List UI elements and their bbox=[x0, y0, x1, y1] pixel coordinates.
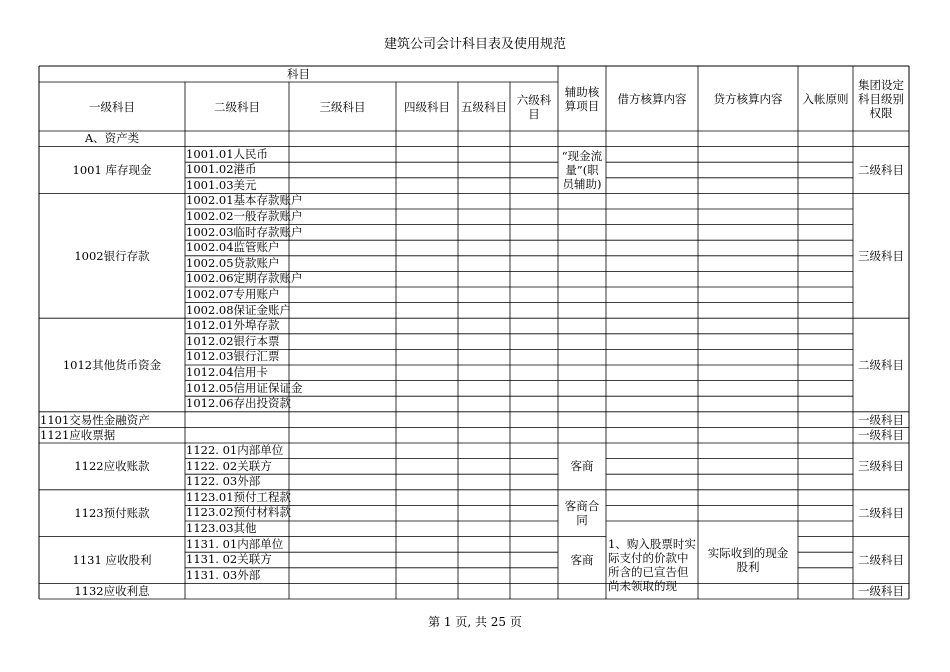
header-credit: 贷方核算内容 bbox=[713, 91, 783, 106]
sub-account: 1001.03美元 bbox=[186, 177, 257, 192]
sub-account: 1131. 01内部单位 bbox=[186, 536, 284, 551]
section-label: A、资产类 bbox=[84, 131, 140, 145]
credit-content: 实际收到的现金股利 bbox=[707, 545, 789, 574]
account-name: 1123预付账款 bbox=[74, 506, 150, 521]
sub-account: 1122. 02关联方 bbox=[186, 458, 272, 473]
header-level6: 六级科目 bbox=[516, 92, 552, 121]
sub-account: 1002.03临时存款账户 bbox=[186, 224, 303, 239]
aux-item: “现金流量”(职员辅助) bbox=[561, 148, 603, 191]
header-debit: 借方核算内容 bbox=[617, 91, 687, 106]
header-level4: 四级科目 bbox=[404, 99, 450, 114]
sub-account: 1122. 03外部 bbox=[186, 474, 261, 489]
header-level1: 一级科目 bbox=[89, 99, 135, 114]
permission-level: 一级科目 bbox=[858, 412, 904, 427]
aux-item: 客商合同 bbox=[564, 499, 600, 528]
permission-level: 二级科目 bbox=[858, 357, 904, 372]
header-permission: 集团设定科目级别权限 bbox=[858, 77, 904, 120]
account-name: 1122应收账款 bbox=[74, 459, 150, 474]
sub-account: 1123.01预付工程款 bbox=[186, 489, 292, 504]
account-name: 1012其他货币资金 bbox=[62, 357, 162, 372]
sub-account: 1002.07专用账户 bbox=[186, 287, 280, 301]
page-title: 建筑公司会计科目表及使用规范 bbox=[383, 37, 566, 52]
aux-item: 客商 bbox=[570, 459, 594, 474]
sub-account: 1002.08保证金账户 bbox=[186, 302, 292, 317]
aux-item: 客商 bbox=[570, 552, 594, 567]
sub-account: 1012.04信用卡 bbox=[186, 365, 269, 379]
sub-account: 1002.02一般存款账户 bbox=[186, 209, 303, 223]
page-footer: 第 1 页, 共 25 页 bbox=[428, 615, 522, 629]
account-name: 1121应收票据 bbox=[40, 428, 116, 443]
account-name: 1101交易性金融资产 bbox=[40, 412, 150, 427]
permission-level: 一级科目 bbox=[858, 584, 904, 599]
sub-account: 1001.02港币 bbox=[186, 162, 257, 177]
header-level2: 二级科目 bbox=[214, 99, 260, 114]
sub-account: 1131. 03外部 bbox=[186, 567, 261, 582]
permission-level: 一级科目 bbox=[858, 428, 904, 443]
sub-account: 1122. 01内部单位 bbox=[186, 443, 284, 457]
sub-account: 1001.01人民币 bbox=[186, 146, 269, 161]
sub-account: 1002.01基本存款账户 bbox=[186, 193, 303, 208]
sub-account: 1012.01外埠存款 bbox=[186, 318, 280, 333]
sub-account: 1131. 02关联方 bbox=[186, 552, 272, 567]
header-aux: 辅助核算项目 bbox=[564, 84, 600, 113]
sub-account: 1123.03其他 bbox=[186, 521, 257, 535]
header-level3: 三级科目 bbox=[319, 99, 366, 114]
sub-account: 1012.02银行本票 bbox=[186, 333, 280, 348]
sub-account: 1123.02预付材料款 bbox=[186, 505, 292, 520]
sub-account: 1002.06定期存款账户 bbox=[186, 271, 303, 286]
account-name: 1132应收利息 bbox=[74, 584, 150, 599]
header-group-label: 科目 bbox=[287, 67, 310, 81]
account-table bbox=[39, 66, 909, 608]
account-name: 1001 库存现金 bbox=[72, 162, 152, 177]
debit-content: 1、购入股票时实际支付的价款中所含的已宣告但尚未领取的现 bbox=[608, 536, 696, 593]
permission-level: 二级科目 bbox=[858, 552, 904, 567]
sub-account: 1002.04监管账户 bbox=[186, 240, 280, 255]
account-name: 1131 应收股利 bbox=[72, 552, 152, 567]
permission-level: 三级科目 bbox=[858, 248, 904, 263]
header-level5: 五级科目 bbox=[461, 99, 507, 114]
sub-account: 1012.06存出投资款 bbox=[186, 396, 292, 411]
sub-account: 1012.03银行汇票 bbox=[186, 349, 280, 364]
sub-account: 1012.05信用证保证金 bbox=[186, 380, 303, 395]
sub-account: 1002.05贷款账户 bbox=[186, 255, 280, 270]
header-principle: 入帐原则 bbox=[802, 91, 849, 106]
permission-level: 二级科目 bbox=[858, 162, 904, 177]
permission-level: 三级科目 bbox=[858, 459, 904, 474]
permission-level: 二级科目 bbox=[858, 506, 904, 521]
account-name: 1002银行存款 bbox=[74, 248, 150, 263]
